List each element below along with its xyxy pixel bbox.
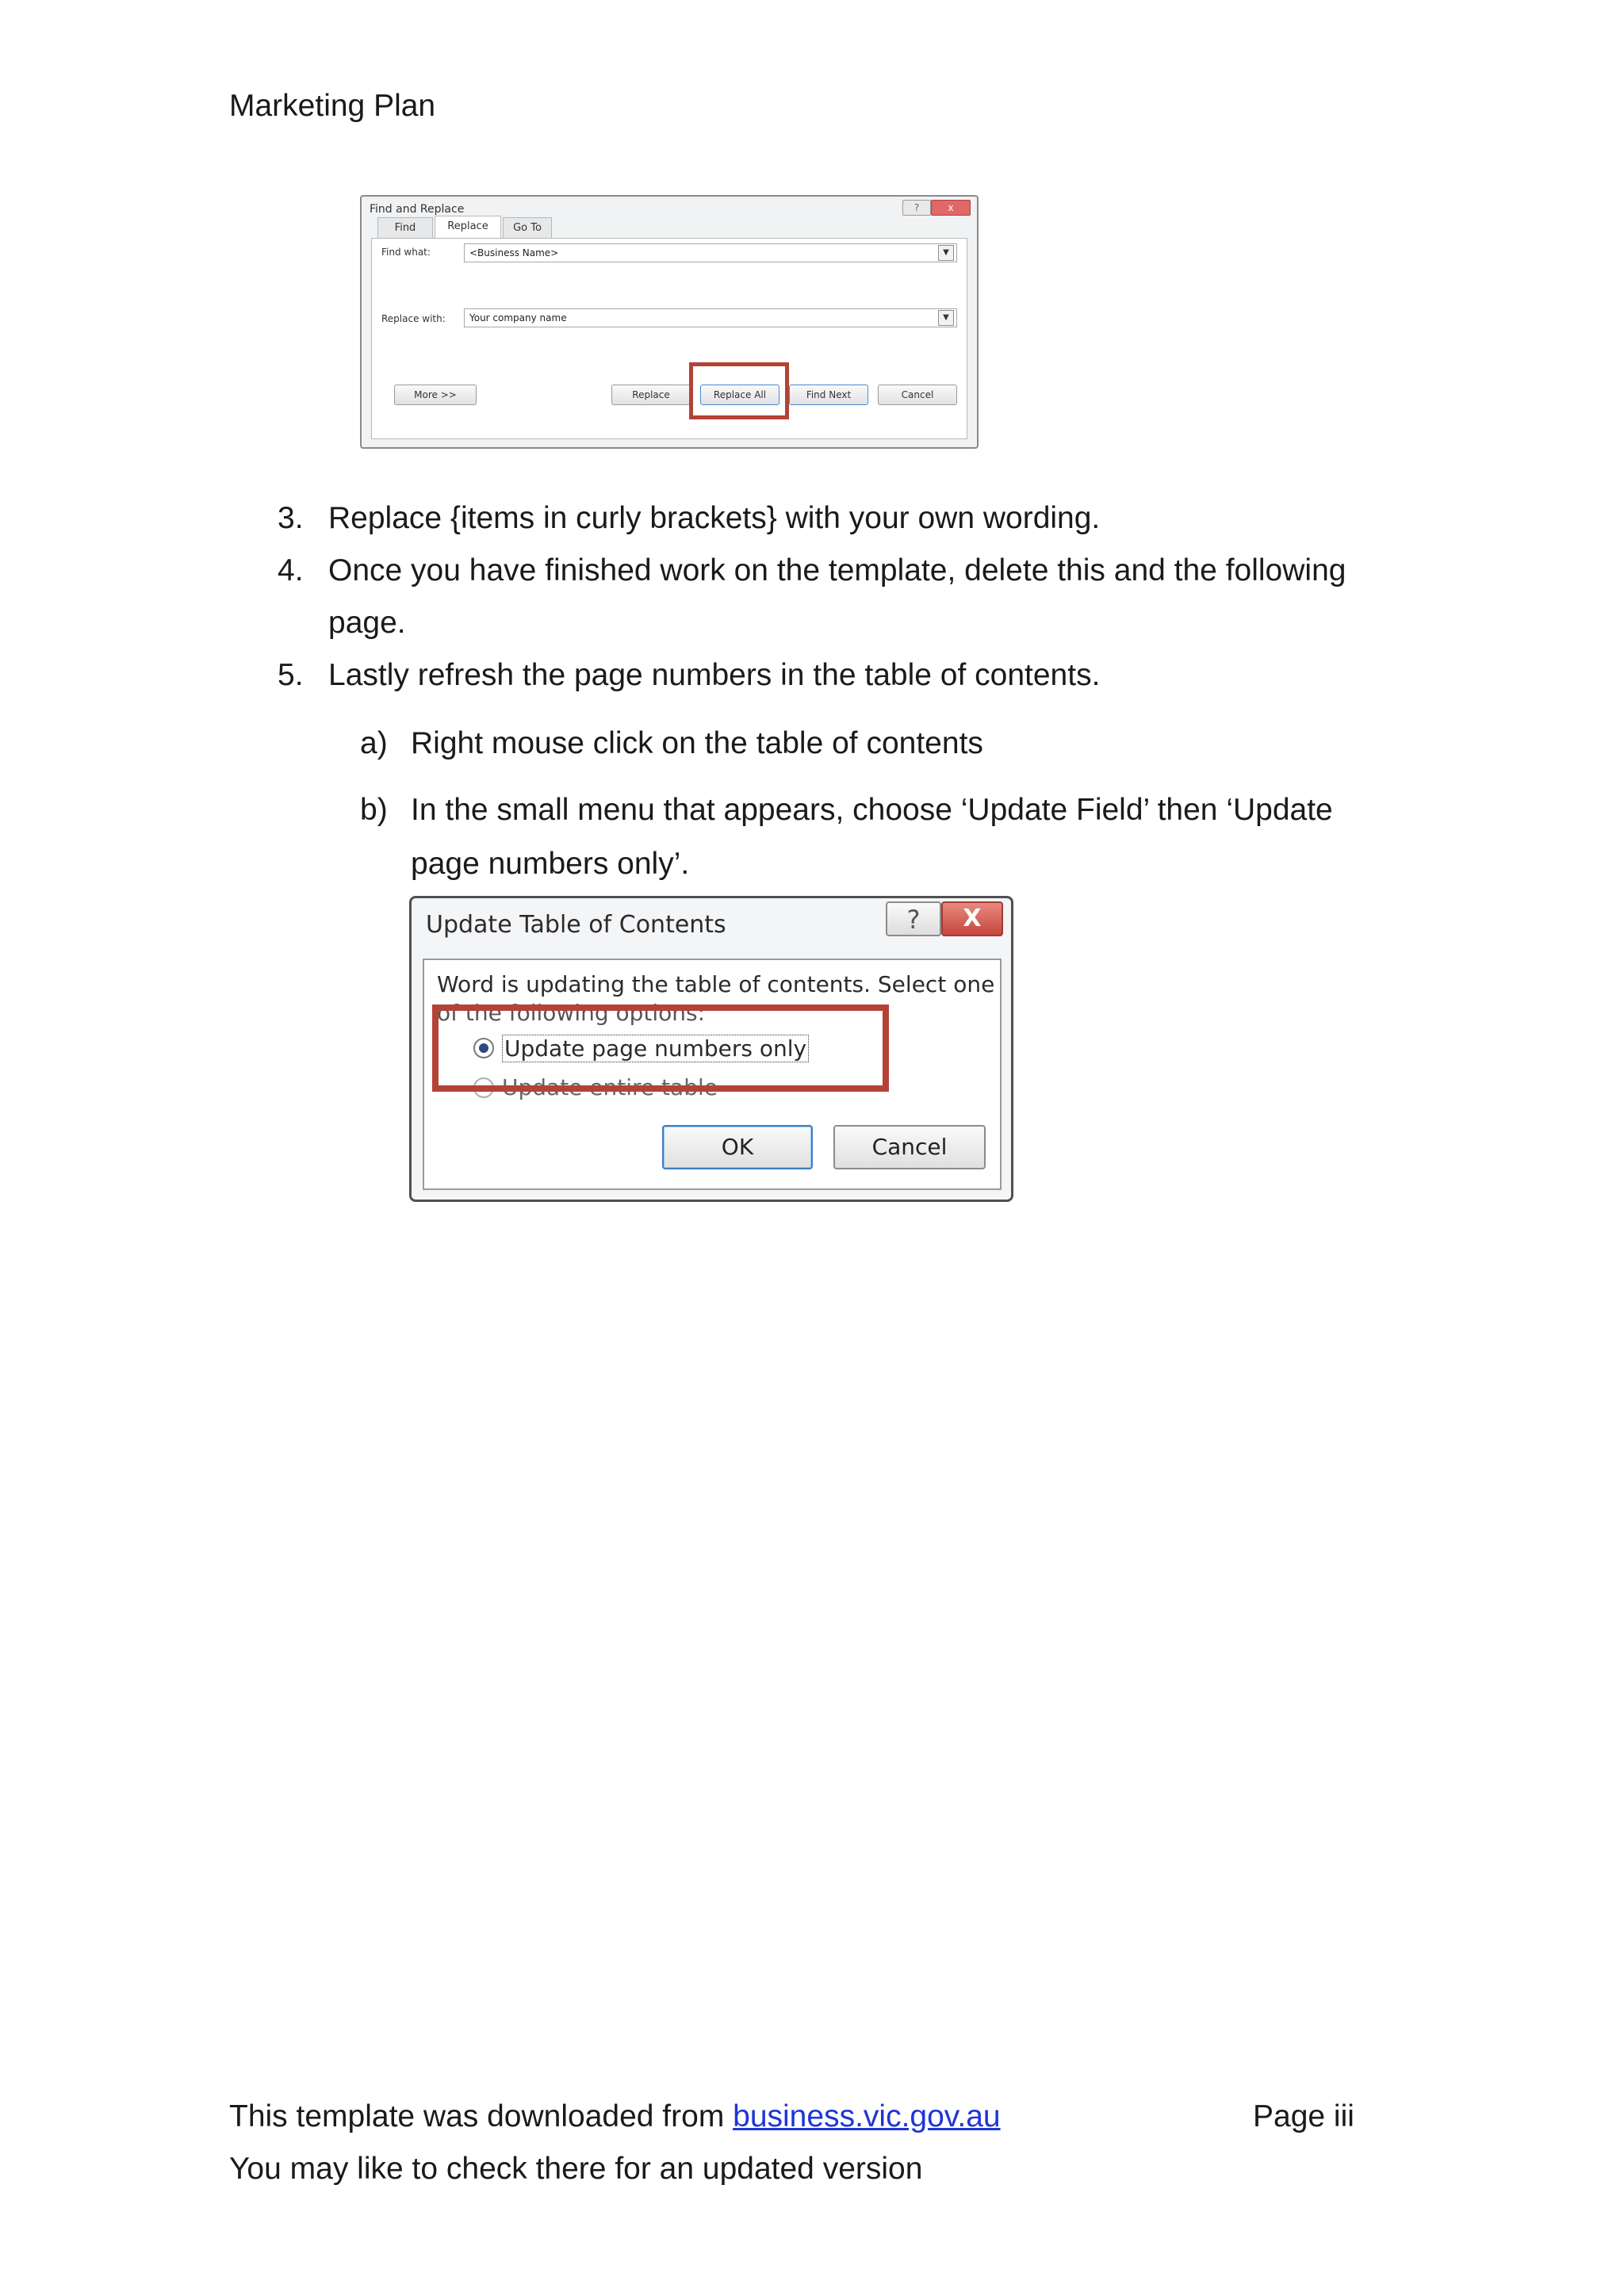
tab-go-to: Go To [503,217,552,238]
find-replace-dialog-image [360,195,979,449]
find-what-label: Find what: [381,247,431,258]
footer-prefix: This template was downloaded from [229,2099,733,2133]
footer-link[interactable]: business.vic.gov.au [733,2099,1001,2133]
chevron-down-icon: ▼ [938,310,954,326]
page-header-title: Marketing Plan [229,89,436,123]
update-toc-dialog-image [409,896,1013,1202]
tab-find: Find [377,217,433,238]
tab-replace: Replace [435,216,501,238]
dialog-message-continued: of the following options: [437,1000,706,1026]
help-icon: ? [886,901,941,936]
footer-line-1 [229,2099,1001,2134]
step-number: 3. [278,501,304,535]
substep-text: In the small menu that appears, choose ‘Update Field’ then ‘Update [411,793,1333,827]
option-update-entire-table: Update entire table [502,1074,718,1100]
dialog-message: Word is updating the table of contents. Select one [437,971,995,997]
dialog-title: Find and Replace [370,203,465,216]
step-text: Lastly refresh the page numbers in the table of contents. [328,658,1101,692]
page-number: Page iii [1253,2099,1354,2133]
ok-button: OK [662,1125,813,1169]
replace-with-label: Replace with: [381,313,446,324]
cancel-button: Cancel [878,385,957,405]
option-update-page-numbers: Update page numbers only [502,1035,809,1062]
more-button: More >> [394,385,477,405]
help-icon: ? [902,200,931,216]
dialog-body [423,959,1002,1190]
substep-text-continued: page numbers only’. [411,847,690,881]
step-number: 4. [278,553,304,587]
dialog-title: Update Table of Contents [426,911,726,939]
find-what-field: <Business Name> [464,243,957,262]
replace-button: Replace [611,385,691,405]
substep-text: Right mouse click on the table of contents [411,726,983,760]
step-text: Once you have finished work on the template, delete this and the following [328,553,1346,587]
find-next-button: Find Next [789,385,868,405]
cancel-button: Cancel [833,1125,986,1169]
replace-all-highlight-box [689,362,789,419]
step-number: 5. [278,658,304,692]
replace-with-field: Your company name [464,308,957,327]
highlight-box [432,1004,889,1092]
replace-panel [371,238,967,439]
chevron-down-icon: ▼ [938,245,954,261]
substep-letter: b) [360,793,388,827]
step-text-continued: page. [328,606,406,640]
footer-line-2: You may like to check there for an updated version [229,2152,923,2186]
step-text: Replace {items in curly brackets} with your own wording. [328,501,1101,535]
replace-all-button: Replace All [700,385,779,405]
close-icon: x [931,200,971,216]
close-icon: X [941,901,1003,936]
substep-letter: a) [360,726,388,760]
